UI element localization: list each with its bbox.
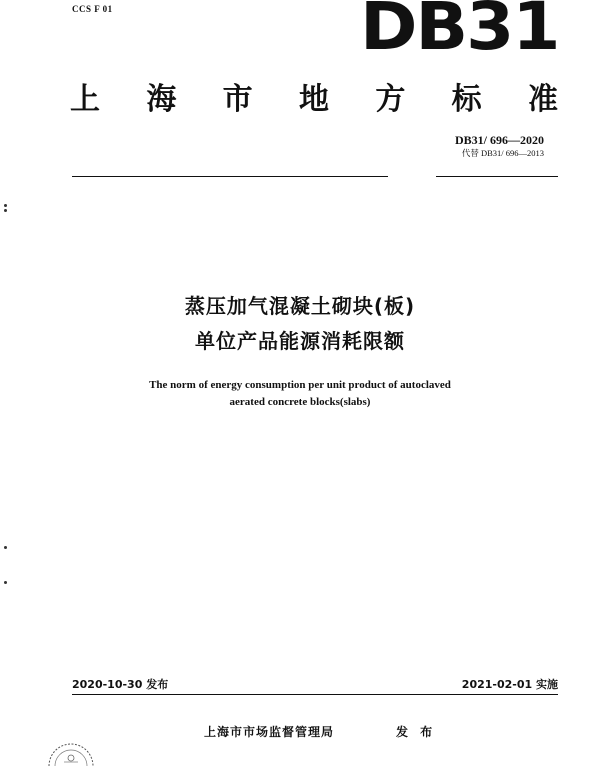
seal-stamp-icon <box>46 738 96 767</box>
header-rule-left <box>72 176 388 177</box>
issue-label: 发 布 <box>396 725 437 739</box>
db31-logo: DB31 <box>360 0 559 65</box>
scan-mark <box>4 546 7 549</box>
title-zh-line2: 单位产品能源消耗限额 <box>195 329 405 353</box>
footer-rule <box>72 694 558 695</box>
ccs-classification: CCS F 01 <box>72 4 113 14</box>
standard-code: DB31/ 696—2020 <box>454 133 544 147</box>
scan-mark <box>4 209 7 212</box>
title-en-line1: The norm of energy consumption per unit product of autoclaved <box>149 379 451 391</box>
standard-type-title <box>70 74 558 118</box>
standard-type-char: 准 <box>527 82 558 117</box>
standard-type-char: 标 <box>451 82 482 117</box>
scan-mark <box>4 204 7 207</box>
standard-type-char: 海 <box>146 82 177 117</box>
release-date: 2020-10-30 发布 <box>72 678 169 691</box>
scan-mark <box>4 581 7 584</box>
title-en-line2: aerated concrete blocks(slabs) <box>229 396 371 408</box>
replaced-standard-code: 代替 DB31/ 696—2013 <box>461 148 544 158</box>
standard-type-char: 上 <box>70 82 100 117</box>
standard-type-char: 方 <box>375 82 406 117</box>
title-zh-line1: 蒸压加气混凝土砌块(板) <box>184 294 416 318</box>
implementation-date: 2021-02-01 实施 <box>461 678 558 691</box>
standard-type-char: 地 <box>298 82 329 117</box>
header-rule-right <box>436 176 558 177</box>
standard-type-char: 市 <box>222 82 253 117</box>
issuing-authority: 上海市市场监督管理局 <box>204 725 335 739</box>
